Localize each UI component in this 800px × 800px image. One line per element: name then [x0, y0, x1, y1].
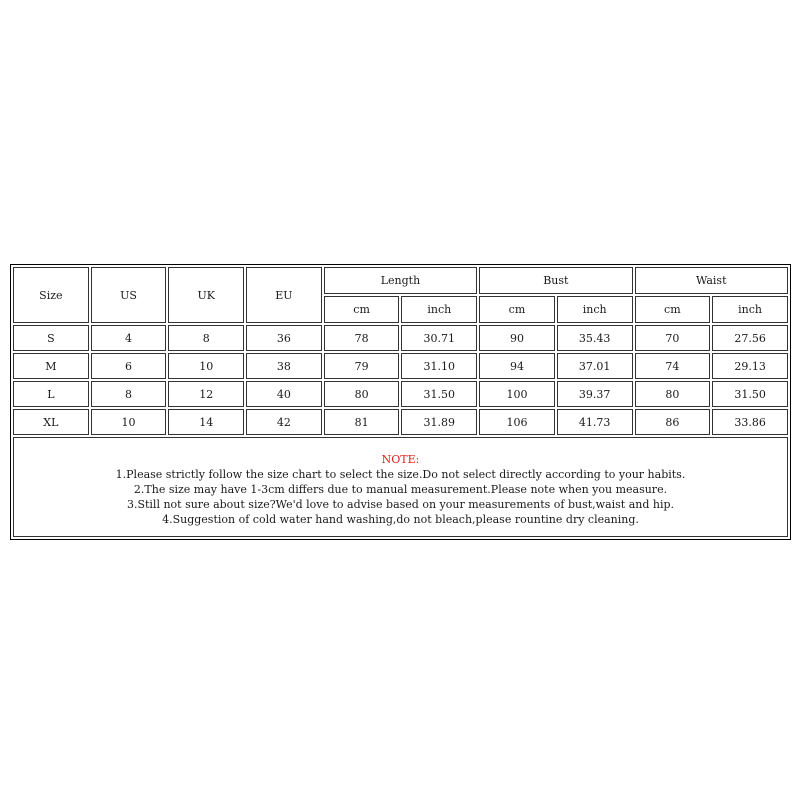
header-us: US	[91, 267, 167, 323]
note-line-1: 1.Please strictly follow the size chart to select the size.Do not select directly according to your habits.	[115, 468, 686, 481]
cell-waist-inch: 31.50	[712, 381, 788, 407]
cell-bust-cm: 106	[479, 409, 555, 435]
size-chart	[10, 264, 791, 540]
note-title: NOTE:	[381, 453, 420, 466]
header-eu: EU	[246, 267, 322, 323]
cell-us: 4	[91, 325, 167, 351]
table-row	[13, 353, 788, 379]
cell-eu: 42	[246, 409, 322, 435]
cell-us: 10	[91, 409, 167, 435]
cell-length-inch: 31.89	[401, 409, 477, 435]
cell-bust-inch: 41.73	[557, 409, 633, 435]
cell-eu: 40	[246, 381, 322, 407]
cell-bust-inch: 37.01	[557, 353, 633, 379]
cell-us: 6	[91, 353, 167, 379]
size-table	[11, 265, 790, 437]
table-row	[13, 325, 788, 351]
note-line-3: 3.Still not sure about size?We'd love to advise based on your measurements of bust,waist and hip.	[126, 498, 675, 511]
cell-uk: 8	[168, 325, 244, 351]
cell-length-inch: 31.10	[401, 353, 477, 379]
cell-eu: 36	[246, 325, 322, 351]
cell-length-inch: 30.71	[401, 325, 477, 351]
cell-bust-inch: 35.43	[557, 325, 633, 351]
subheader-waist-cm: cm	[635, 296, 711, 323]
cell-uk: 12	[168, 381, 244, 407]
table-row	[13, 381, 788, 407]
cell-waist-cm: 74	[635, 353, 711, 379]
cell-length-inch: 31.50	[401, 381, 477, 407]
subheader-length-inch: inch	[401, 296, 477, 323]
cell-waist-inch: 29.13	[712, 353, 788, 379]
cell-length-cm: 81	[324, 409, 400, 435]
header-waist: Waist	[635, 267, 789, 294]
cell-us: 8	[91, 381, 167, 407]
header-size: Size	[13, 267, 89, 323]
cell-size: L	[13, 381, 89, 407]
header-row	[13, 267, 788, 294]
subheader-bust-inch: inch	[557, 296, 633, 323]
table-row	[13, 409, 788, 435]
cell-eu: 38	[246, 353, 322, 379]
note-line-2: 2.The size may have 1-3cm differs due to manual measurement.Please note when you measure.	[133, 483, 668, 496]
header-uk: UK	[168, 267, 244, 323]
cell-waist-cm: 80	[635, 381, 711, 407]
cell-waist-cm: 86	[635, 409, 711, 435]
cell-waist-cm: 70	[635, 325, 711, 351]
subheader-bust-cm: cm	[479, 296, 555, 323]
cell-size: XL	[13, 409, 89, 435]
cell-length-cm: 78	[324, 325, 400, 351]
header-bust: Bust	[479, 267, 632, 294]
cell-size: S	[13, 325, 89, 351]
cell-bust-cm: 94	[479, 353, 555, 379]
cell-uk: 14	[168, 409, 244, 435]
note-line-4: 4.Suggestion of cold water hand washing,do not bleach,please rountine dry cleaning.	[162, 513, 639, 526]
cell-bust-inch: 39.37	[557, 381, 633, 407]
subheader-waist-inch: inch	[712, 296, 788, 323]
cell-bust-cm: 100	[479, 381, 555, 407]
note-box	[13, 437, 788, 537]
cell-uk: 10	[168, 353, 244, 379]
header-length: Length	[324, 267, 477, 294]
cell-waist-inch: 33.86	[712, 409, 788, 435]
subheader-length-cm: cm	[324, 296, 400, 323]
cell-size: M	[13, 353, 89, 379]
cell-bust-cm: 90	[479, 325, 555, 351]
cell-length-cm: 80	[324, 381, 400, 407]
cell-length-cm: 79	[324, 353, 400, 379]
cell-waist-inch: 27.56	[712, 325, 788, 351]
